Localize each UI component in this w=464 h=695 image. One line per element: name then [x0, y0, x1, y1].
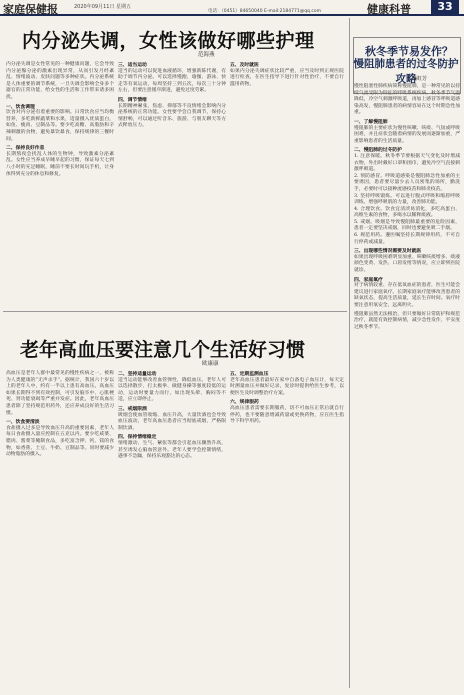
article1-paragraph: 饮食对内分泌有着重要的影响。日常饮食应当均衡营养，多吃新鲜蔬菜和水果，适量摄入优质蛋白，如鱼、瘦肉、豆制品等。要少吃高糖、高脂肪和辛辣刺激的食物，避免暴饮暴食，保持规律的三餐时间。 [6, 110, 114, 142]
article2-paragraph: 情绪激动、生气、紧张等都会引起血压骤然升高，甚至诱发心脑血管意外。老年人要学会控制情绪，遇事不急躁，保持乐观豁达的心态。 [118, 440, 226, 460]
article2-paragraph: 适当运动能够改善血管弹性，降低血压。老年人可以选择散步、打太极拳、做健身操等强度较低的运动，运动时要量力而行，如出现头晕、胸闷等不适，应立即停止。 [118, 377, 226, 403]
article2-subheading: 四、保持情绪稳定 [118, 434, 157, 441]
article1-paragraph: 如果内分泌失调症状比较严重，应当及时到正规医院进行检查，在医生指导下进行针对性治疗，不要自行滥用药物。 [230, 68, 344, 87]
section-title: 健康科普 [367, 3, 411, 16]
masthead [0, 0, 464, 16]
issue-date: 2020年09月11日 星期五 [74, 4, 132, 10]
article3-subheading: 四、家庭氧疗 [354, 276, 383, 283]
article3-title-line1: 秋冬季节易发作？ [365, 45, 453, 58]
article1-paragraph: 内分泌失调是女性常见的一种健康问题，它会导致内分泌腺分泌的激素出现异常，从而引发月经紊乱、情绪波动、皮肤问题等多种症状。内分泌系统是人体重要的调节系统，一旦失调会影响全身多个器官的正常功能，给女性的生活和工作带来诸多困扰。 [6, 62, 114, 100]
article3-subheading: 一、了解慢阻肺 [354, 118, 388, 125]
article1-subheading: 五、及时就医 [230, 62, 259, 68]
article2-column-1 [6, 371, 114, 459]
article3-paragraph: 5. 戒烟。吸烟是导致慢阻肺最重要的危险因素，患者一定要坚决戒烟，同时也要避免吸二手烟。 [354, 219, 460, 232]
article1-subheading: 一、饮食调理 [6, 103, 35, 110]
article2-paragraph: 吸烟会使血管收缩、血压升高，大量饮酒也会导致血压波动，老年高血压患者应当彻底戒烟，严格限制饮酒。 [118, 412, 226, 431]
article3-paragraph: 慢阻肺虽然无法根治，但只要做好日常防护和规范治疗，就能有效控制病情，减少急性发作，平安度过秋冬季节。 [354, 311, 460, 330]
article2-column-2 [118, 371, 226, 461]
article3-paragraph: 慢阻肺的主要症状为慢性咳嗽、咳痰、气短或呼吸困难，并且症状会随着病情的发展而逐渐加重，严重影响患者的生活质量。 [354, 125, 460, 144]
column-divider [349, 18, 350, 688]
article3-title-line2: 慢阻肺患者的过冬防护攻略 [353, 58, 459, 85]
article3-column [354, 84, 460, 331]
article3-paragraph: 如果出现呼吸困难明显加重、咳嗽咳痰增多、痰液颜色变黄、发热、口唇发绀等情况，应立即到医院就诊。 [354, 254, 460, 274]
article1-subheading: 三、适当运动 [118, 62, 147, 68]
article1-author: 范海燕 [198, 52, 215, 58]
article2-subheading: 五、定期监测血压 [230, 371, 269, 377]
article3-author: 潘虹芳 [412, 76, 428, 82]
contact-line: 电话：（0451）84650040 E-mail:2184771@qq.com [208, 9, 321, 14]
article-divider [3, 311, 347, 312]
article1-title: 内分泌失调，女性该做好哪些护理 [22, 30, 315, 52]
article1-subheading: 二、保持良好作息 [6, 145, 45, 152]
article2-author: 欧康康 [202, 361, 219, 367]
article3-subheading: 三、出现哪些情况需要及时就医 [354, 248, 422, 255]
article3-paragraph: 对于病情较重、存在低氧血症的患者，医生可能会建议进行家庭氧疗。长期家庭氧疗能够改善患者的缺氧状态，提高生活质量，延长生存时间。氧疗时要注意用氧安全，远离明火。 [354, 283, 460, 308]
article3-paragraph: 慢性阻塞性肺疾病简称慢阻肺，是一种常见的以持续气流受限为特征的呼吸系统疾病。秋冬季节气温降低，冷空气刺激呼吸道，再加上感冒等呼吸道感染高发，慢阻肺患者的病情容易在这个时期急性加重。 [354, 84, 460, 116]
article2-subheading: 二、坚持适量运动 [118, 371, 157, 377]
article1-paragraph: 长期熬夜会扰乱人体的生物钟，导致激素分泌紊乱。女性应当养成早睡早起的习惯，保证每天七到八小时的充足睡眠，睡前不要长时间玩手机，让身体得到充分的休息和修复。 [6, 151, 114, 177]
article1-column-3 [230, 62, 344, 90]
article2-paragraph: 食盐摄入过多是导致血压升高的重要因素，老年人每日食盐摄入量应控制在五克以内。要少吃咸菜、腊肉、酱菜等腌制食品，多吃富含钾、钙、镁的食物，如香蕉、土豆、牛奶、豆制品等。同时要减少动物脂肪的摄入。 [6, 425, 114, 458]
article2-column-3 [230, 371, 344, 426]
article2-title: 老年高血压要注意几个生活好习惯 [20, 339, 306, 361]
article1-column-1 [6, 62, 114, 178]
article3-paragraph: 1. 注意保暖。秋冬季节要根据天气变化及时增减衣物，外出时戴好口罩和围巾，避免冷空气直接刺激呼吸道。 [354, 153, 460, 173]
newspaper-name: 家庭保健报 [3, 3, 58, 16]
article3-paragraph: 2. 预防感冒。呼吸道感染是慢阻肺急性加重的主要诱因，患者要尽量少去人员密集的场所，勤洗手，必要时可以接种流感疫苗和肺炎疫苗。 [354, 173, 460, 192]
article2-subheading: 一、饮食要清淡 [6, 419, 40, 426]
article3-paragraph: 6. 规范用药。遵医嘱坚持长期规律用药，不可自行停药或减量。 [354, 233, 460, 245]
article1-subheading: 四、调节情绪 [118, 96, 147, 103]
article3-subheading: 二、慢阻肺的过冬防护 [354, 147, 402, 154]
page-number: 33 [431, 0, 459, 14]
article2-paragraph: 高血压患者需要长期服药，切不可血压正常后就自行停药，也不要随意增减药量或更换药物，应在医生指导下科学用药。 [230, 405, 344, 425]
article2-subheading: 三、戒烟限酒 [118, 405, 147, 412]
article3-paragraph: 3. 坚持呼吸锻炼。可以进行腹式呼吸和缩唇呼吸训练，增强呼吸肌的力量，改善肺功能。 [354, 193, 460, 206]
article1-paragraph: 适当的运动可以促进血液循环，增强新陈代谢，有助于调节内分泌。可以选择慢跑、瑜伽、游泳、快走等有氧运动，每周坚持三到五次，每次三十分钟左右，但要注意循序渐进，避免过度劳累。 [118, 68, 226, 94]
article2-paragraph: 高血压是老年人群中最常见的慢性疾病之一，被称为人类健康的“无声杀手”。据统计，我国六十岁以上的老年人中，约有一半以上患有高血压。高血压如果长期得不到有效控制，可引发脑卒中、心肌梗死、肾功能衰竭等严重并发症。因此，老年高血压患者除了坚持规范用药外，还应养成良好的生活习惯。 [6, 371, 114, 416]
article1-column-2 [118, 62, 226, 130]
article2-subheading: 六、规律服药 [230, 399, 259, 406]
article1-paragraph: 长期精神紧张、焦虑、抑郁等不良情绪会影响内分泌系统的正常功能。女性要学会自我调节，保持心情舒畅，可以通过听音乐、旅游、与朋友聊天等方式释放压力。 [118, 103, 226, 129]
article2-paragraph: 老年高血压患者最好在家中自备电子血压计，每天定时测量血压并做好记录，复诊时提供给医生参考，以便医生及时调整治疗方案。 [230, 377, 344, 396]
article3-paragraph: 4. 合理饮食。饮食宜清淡易消化，多吃高蛋白、高维生素的食物，多喝水以稀释痰液。 [354, 206, 460, 219]
